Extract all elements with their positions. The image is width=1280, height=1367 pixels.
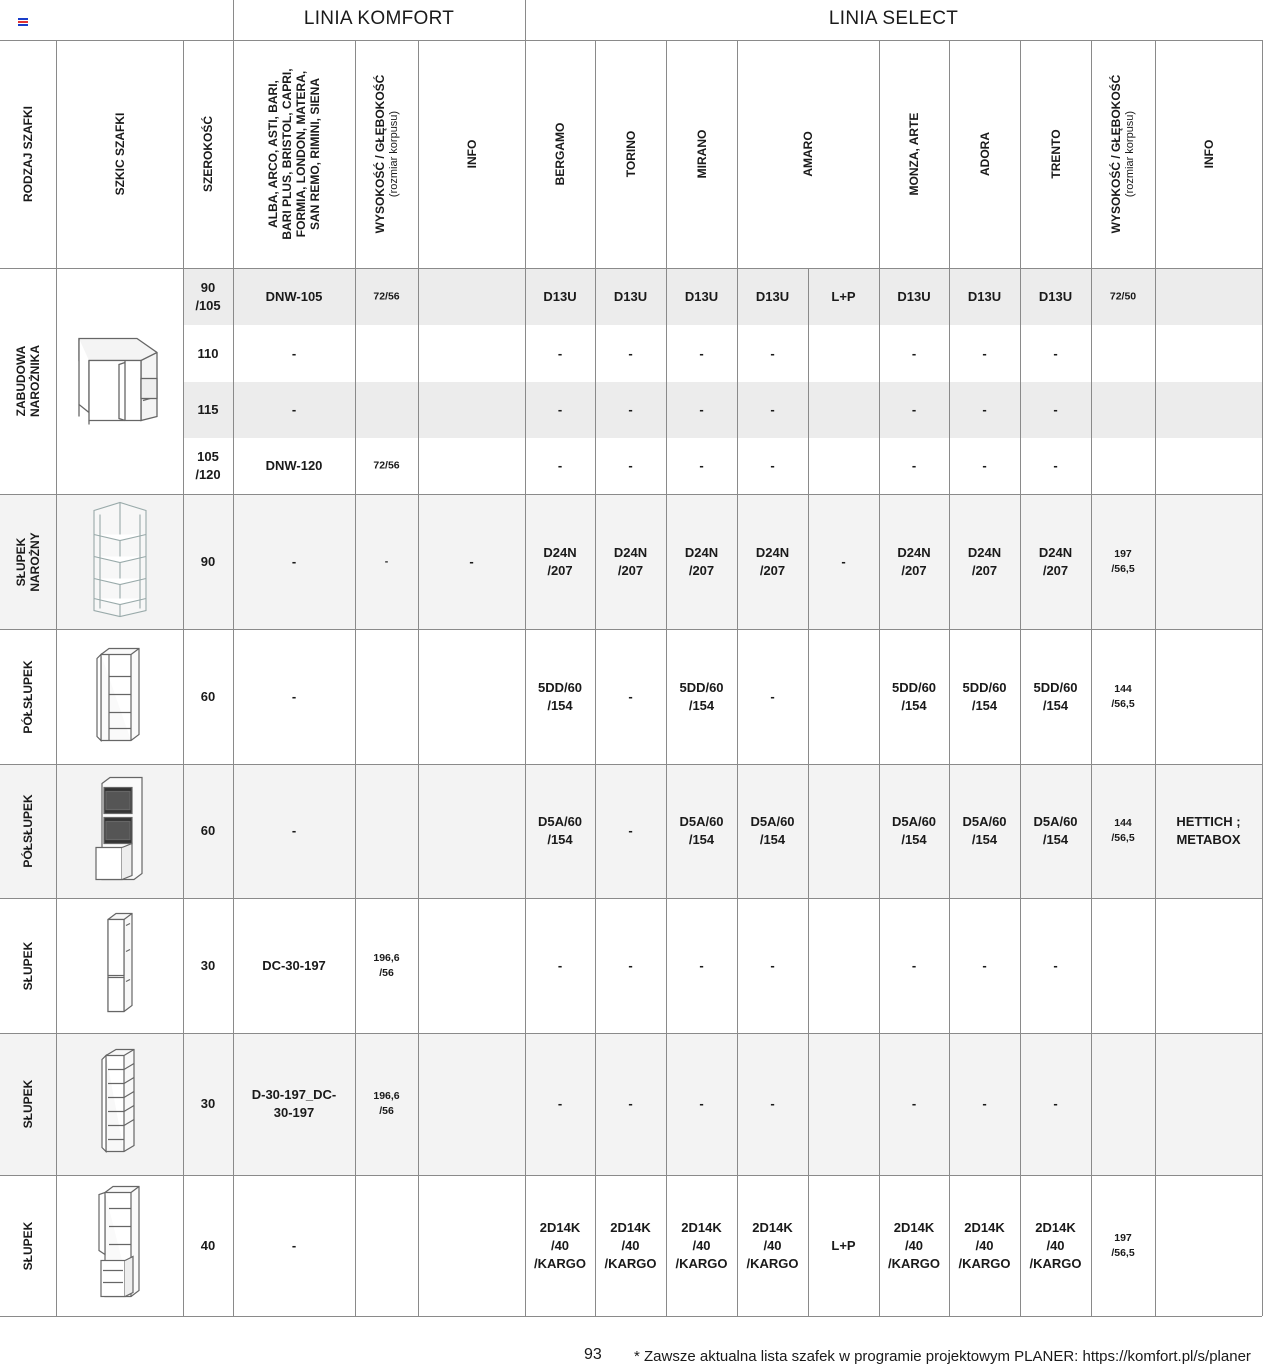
cell-kdim: 72/56 — [373, 290, 400, 302]
header-adora: ADORA — [977, 132, 992, 176]
header-trento: TRENTO — [1048, 129, 1063, 179]
header-komfort-info: INFO — [464, 139, 479, 169]
section-title-komfort: LINIA KOMFORT — [303, 8, 455, 29]
cell-komfort: D-30-197_DC- 30-197 — [251, 1087, 337, 1120]
cell-amaro2: - — [841, 553, 846, 569]
cell-sdim: 144 /56,5 — [1111, 682, 1135, 710]
cabinet-width: 40 — [200, 1237, 216, 1253]
cell-trento: - — [1053, 458, 1058, 473]
header-dim-label: WYSOKOŚĆ / GŁĘBOKOŚĆ — [372, 74, 387, 234]
cell-sdim: 72/50 — [1109, 290, 1137, 302]
cell-mirano: 5DD/60 /154 — [679, 679, 724, 713]
cabinet-width: 60 — [200, 823, 216, 838]
cell-monza: - — [911, 402, 917, 417]
grid-line — [666, 40, 667, 1316]
header-torino: TORINO — [623, 130, 638, 178]
header-dim-sub: (rozmiar korpusu) — [387, 110, 400, 198]
grid-line — [808, 268, 809, 1316]
corner-tall-cabinet-icon — [90, 500, 150, 623]
cell-trento: - — [1053, 1096, 1058, 1111]
grid-line — [0, 629, 1262, 630]
header-monza-arte: MONZA, ARTE — [907, 112, 921, 196]
cell-sdim: 144 /56,5 — [1111, 817, 1135, 844]
cell-monza: D13U — [897, 288, 931, 304]
header-select-dimensions — [1109, 75, 1137, 234]
cell-komfort: DNW-120 — [265, 458, 323, 473]
grid-line — [1020, 40, 1021, 1316]
grid-line — [879, 40, 880, 1316]
cell-kinfo: - — [469, 553, 474, 569]
header-szkic-szafki: SZKIC SZAFKI — [112, 112, 127, 196]
cell-adora: - — [982, 957, 987, 973]
cell-bergamo: - — [557, 1096, 563, 1111]
cabinet-width: 60 — [200, 688, 216, 704]
header-komfort-dimensions — [373, 75, 401, 234]
cabinet-type-label: PÓŁSŁUPEK — [21, 659, 35, 734]
cell-monza: D5A/60 /154 — [891, 814, 937, 847]
grid-line — [0, 1033, 1262, 1034]
cell-sdim: 197 /56,5 — [1111, 1231, 1135, 1259]
section-title-select: LINIA SELECT — [828, 8, 959, 29]
grid-line — [0, 494, 1262, 495]
cell-mirano: - — [699, 345, 704, 361]
header-dim-label: WYSOKOŚĆ / GŁĘBOKOŚĆ — [1109, 74, 1123, 234]
cell-komfort: - — [291, 553, 297, 569]
grid-line — [0, 764, 1262, 765]
cell-torino: - — [628, 1096, 633, 1111]
cell-amaro: D5A/60 /154 — [750, 814, 795, 847]
cell-amaro: - — [770, 345, 775, 361]
cabinet-type-label: SŁUPEK NAROŻNY — [14, 531, 42, 592]
cell-amaro: - — [770, 957, 775, 973]
cell-mirano: 2D14K /40 /KARGO — [675, 1219, 728, 1271]
cell-trento: D5A/60 /154 — [1033, 814, 1078, 847]
cell-trento: 5DD/60 /154 — [1033, 679, 1078, 713]
cell-amaro2: L+P — [831, 288, 856, 304]
cell-adora: - — [982, 402, 987, 417]
grid-line — [737, 40, 738, 1316]
cell-torino: 2D14K /40 /KARGO — [604, 1219, 657, 1271]
oven-half-tall-cabinet-icon — [92, 776, 148, 887]
cabinet-type-label: SŁUPEK — [21, 941, 35, 990]
header-amaro: AMARO — [801, 131, 815, 177]
footer-note: * Zawsze aktualna lista szafek w programie projektowym PLANER: https://komfort.pl/s/planer — [634, 1348, 1251, 1365]
grid-line — [0, 1316, 1262, 1317]
header-select-info: INFO — [1201, 139, 1216, 169]
half-tall-cabinet-icon — [95, 644, 145, 749]
cell-monza: 5DD/60 /154 — [891, 679, 937, 713]
grid-line — [183, 40, 184, 1316]
cell-mirano: - — [699, 1096, 704, 1111]
grid-line — [0, 268, 1262, 269]
cargo-tall-cabinet-icon — [95, 1184, 145, 1307]
cell-bergamo: D24N /207 — [543, 544, 577, 578]
cell-trento: - — [1053, 957, 1058, 973]
narrow-open-tall-cabinet-icon — [100, 1048, 140, 1161]
header-dim-sub: (rozmiar korpusu) — [1124, 110, 1136, 198]
cell-adora: D13U — [967, 288, 1002, 304]
brand-logo-icon — [18, 18, 28, 26]
cell-monza: - — [911, 458, 917, 473]
cell-kdim: 196,6 /56 — [373, 1090, 400, 1117]
cell-torino: D13U — [613, 288, 648, 304]
cell-mirano: - — [699, 458, 704, 473]
cabinet-type-label: PÓŁSŁUPEK — [21, 794, 35, 868]
cell-komfort: - — [291, 402, 297, 417]
row-shade — [183, 382, 1262, 438]
grid-line — [595, 40, 596, 1316]
cell-komfort: - — [291, 1237, 297, 1253]
cell-mirano: D24N /207 — [684, 544, 719, 578]
cell-amaro: - — [770, 458, 775, 473]
header-mirano: MIRANO — [694, 129, 709, 179]
cell-kdim: - — [384, 555, 389, 567]
cell-komfort: - — [291, 345, 297, 361]
grid-line — [1262, 40, 1263, 1316]
cabinet-type-label: SŁUPEK — [21, 1079, 35, 1129]
grid-line — [418, 40, 419, 1316]
cell-monza: - — [911, 957, 917, 973]
cell-torino: - — [628, 957, 633, 973]
cell-bergamo: 2D14K /40 /KARGO — [534, 1219, 586, 1271]
corner-base-cabinet-icon — [75, 331, 165, 432]
cell-torino: - — [628, 402, 633, 417]
cabinet-width: 30 — [200, 957, 216, 973]
cell-monza: D24N /207 — [897, 544, 931, 578]
cell-mirano: D5A/60 /154 — [679, 814, 724, 847]
cabinet-width: 30 — [200, 1096, 216, 1111]
cell-adora: - — [982, 458, 987, 473]
cell-torino: - — [628, 688, 633, 704]
grid-line — [1091, 40, 1092, 1316]
cell-trento: D24N /207 — [1038, 544, 1073, 578]
cell-sdim: 197 /56,5 — [1111, 547, 1135, 575]
header-rodzaj-szafki: RODZAJ SZAFKI — [21, 106, 35, 202]
cell-bergamo: D13U — [543, 288, 577, 304]
cell-monza: 2D14K /40 /KARGO — [888, 1219, 940, 1271]
cell-bergamo: - — [557, 957, 563, 973]
cell-torino: D24N /207 — [613, 544, 648, 578]
cell-komfort: DNW-105 — [265, 288, 323, 304]
cell-adora: 5DD/60 /154 — [962, 679, 1007, 713]
grid-line — [949, 40, 950, 1316]
cell-bergamo: D5A/60 /154 — [537, 814, 583, 847]
cell-torino: - — [628, 345, 633, 361]
cell-amaro: D24N /207 — [755, 544, 790, 578]
grid-line — [355, 40, 356, 1316]
cell-kdim: 196,6 /56 — [373, 951, 400, 979]
cabinet-width: 90 — [200, 553, 216, 569]
page-number: 93 — [584, 1346, 602, 1363]
cell-amaro: - — [770, 688, 775, 704]
cabinet-width: 90 /105 — [195, 279, 221, 313]
header-szerokosc: SZEROKOŚĆ — [201, 115, 215, 193]
grid-line — [0, 898, 1262, 899]
cell-komfort: - — [291, 823, 297, 838]
cabinet-width: 115 — [197, 402, 219, 417]
grid-line — [233, 0, 234, 1316]
cabinet-type-label: ZABUDOWA NAROŻNIKA — [14, 345, 42, 417]
cell-trento: 2D14K /40 /KARGO — [1029, 1219, 1082, 1271]
cell-mirano: D13U — [684, 288, 719, 304]
grid-line — [0, 1175, 1262, 1176]
cell-torino: - — [628, 458, 633, 473]
cell-adora: - — [982, 345, 987, 361]
cabinet-width: 105 /120 — [195, 449, 221, 482]
grid-line — [56, 40, 57, 1316]
cell-kdim: 72/56 — [373, 459, 400, 472]
cell-mirano: - — [699, 957, 704, 973]
grid-line — [1155, 40, 1156, 1316]
header-komfort-fronts: ALBA, ARCO, ASTI, BARI, BARI PLUS, BRISTOL, CAPRI, FORMIA, LONDON, MATERA, SAN REMO, RIMINI, SIENA — [266, 68, 322, 240]
cell-amaro2: L+P — [831, 1237, 856, 1253]
cell-adora: - — [982, 1096, 987, 1111]
header-bergamo: BERGAMO — [553, 122, 567, 186]
cell-komfort: - — [291, 688, 297, 704]
cell-adora: D5A/60 /154 — [962, 814, 1007, 847]
cabinet-type-label: SŁUPEK — [21, 1221, 35, 1270]
cell-trento: - — [1053, 402, 1058, 417]
cell-bergamo: 5DD/60 /154 — [537, 679, 583, 713]
cell-monza: - — [911, 1096, 917, 1111]
cell-trento: D13U — [1038, 288, 1073, 304]
grid-line — [525, 0, 526, 1316]
cell-sinfo: HETTICH ; METABOX — [1176, 814, 1241, 847]
narrow-tall-cabinet-icon — [102, 911, 138, 1020]
cell-mirano: - — [699, 402, 704, 417]
cell-bergamo: - — [557, 402, 563, 417]
cell-komfort: DC-30-197 — [262, 957, 326, 973]
cell-bergamo: - — [557, 345, 563, 361]
cell-amaro: 2D14K /40 /KARGO — [746, 1219, 799, 1271]
cell-adora: 2D14K /40 /KARGO — [958, 1219, 1011, 1271]
cell-amaro: D13U — [755, 288, 790, 304]
cell-amaro: - — [770, 402, 775, 417]
cell-torino: - — [628, 823, 633, 838]
cell-monza: - — [911, 345, 917, 361]
cell-adora: D24N /207 — [967, 544, 1002, 578]
cell-trento: - — [1053, 345, 1058, 361]
row-shade — [183, 268, 1262, 325]
cell-amaro: - — [770, 1096, 775, 1111]
cell-bergamo: - — [557, 458, 563, 473]
cabinet-width: 110 — [197, 345, 219, 361]
grid-line — [0, 40, 1262, 41]
